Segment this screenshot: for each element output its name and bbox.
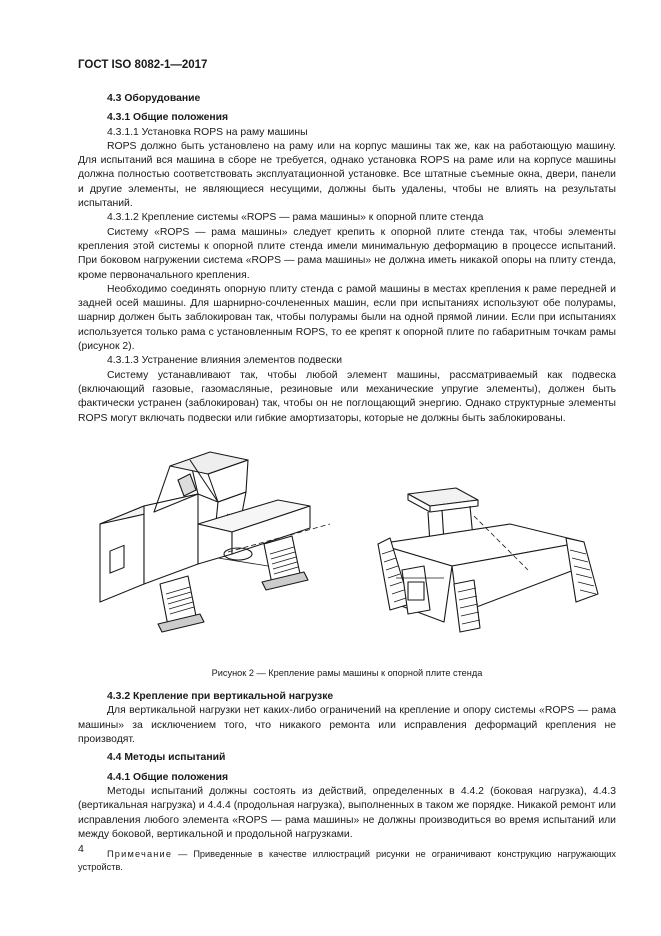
section-4-3-1-2-text-1: Систему «ROPS — рама машины» следует крепить к опорной плите стенда так, чтобы элементы крепления этой системы к опорной плите стенда имели минимальную деформацию в процессе испытаний. При боковом нагружении система «ROPS — рама машины» не должна иметь никакой опоры на плиту стенда, кроме первоначального крепления.: [78, 226, 616, 281]
page-content: [78, 92, 616, 874]
section-4-3-1-1-title: 4.3.1.1 Установка ROPS на раму машины: [107, 126, 308, 138]
right-frame-drawing: [378, 488, 598, 632]
section-4-3-title: 4.3 Оборудование: [107, 93, 201, 104]
figure-2-drawing: [78, 434, 616, 666]
document-header: ГОСТ ISO 8082-1—2017: [78, 59, 208, 71]
page-number: 4: [78, 843, 84, 855]
section-4-4-1-title: 4.4.1 Общие положения: [107, 771, 229, 783]
left-frame-drawing: [100, 452, 330, 632]
section-4-3-2-text: Для вертикальной нагрузки нет каких-либо ограничений на крепление и опору системы «ROPS — рама машины» за исключением того, что никакого ремонта или исправления деформаций крепления не производят.: [78, 705, 616, 746]
note-label: Примечание: [107, 849, 173, 860]
note: [78, 848, 616, 874]
section-4-3-2-title: 4.3.2 Крепление при вертикальной нагрузке: [107, 691, 334, 703]
section-4-4-1-text: Методы испытаний должны состоять из действий, определенных в 4.4.2 (боковая нагрузка), 4.4.3 (вертикальная нагрузка) и 4.4.4 (продольная нагрузка), выполненных в таком же порядке. Никакой ремонт или исправления любого элемента «ROPS — рама машины» не должны производиться во время испытаний или между боковой, вертикальной и продольной нагрузками.: [78, 785, 616, 840]
section-4-3-1-3-title: 4.3.1.3 Устранение влияния элементов подвески: [107, 355, 343, 367]
figure-2-caption: Рисунок 2 — Крепление рамы машины к опорной плите стенда: [211, 667, 483, 678]
section-4-3-1-2-text-2: Необходимо соединять опорную плиту стенда с рамой машины в местах крепления к раме передней и задней осей машины. Для шарнирно-сочлененных машин, если при испытаниях используют обе полурамы, шарнир должен быть заблокирован так, чтобы полурамы были на одной прямой линии. Если при испытаниях используется только рама с установленным ROPS, то ее крепят к опорной плите по габаритным точкам рамы (рисунок 2).: [78, 283, 616, 353]
section-4-3-1-1-text: ROPS должно быть установлено на раму или на корпус машины так же, как на работающую машину. Для испытаний вся машина в сборе не требуется, однако установка ROPS на раме или на корпусе машины должна полностью соответствовать эксплуатационной установке. Все штатные съемные окна, двери, панели и другие элементы, не являющиеся несущими, должны быть удалены, чтобы не влиять на результаты испытаний.: [78, 140, 616, 210]
section-4-3-1-title: 4.3.1 Общие положения: [107, 112, 229, 124]
section-4-4-title: 4.4 Методы испытаний: [107, 752, 226, 764]
section-4-3-1-2-title: 4.3.1.2 Крепление системы «ROPS — рама машины» к опорной плите стенда: [107, 212, 484, 224]
figure-2: [78, 434, 616, 666]
section-4-3-1-3-text: Систему устанавливают так, чтобы любой элемент машины, рассматриваемый как подвеска (включающий газовые, газомасляные, резиновые или механические упругие элементы), должен быть фактически устранен (заблокирован) так, чтобы он не поглощающий энергию. Однако структурные элементы ROPS могут включать подвески или гибкие амортизаторы, которые не должны быть заблокированы.: [78, 369, 616, 424]
note-text: — Приведенные в качестве иллюстраций рисунки не ограничивают конструкцию нагружающих устройств.: [78, 849, 616, 873]
